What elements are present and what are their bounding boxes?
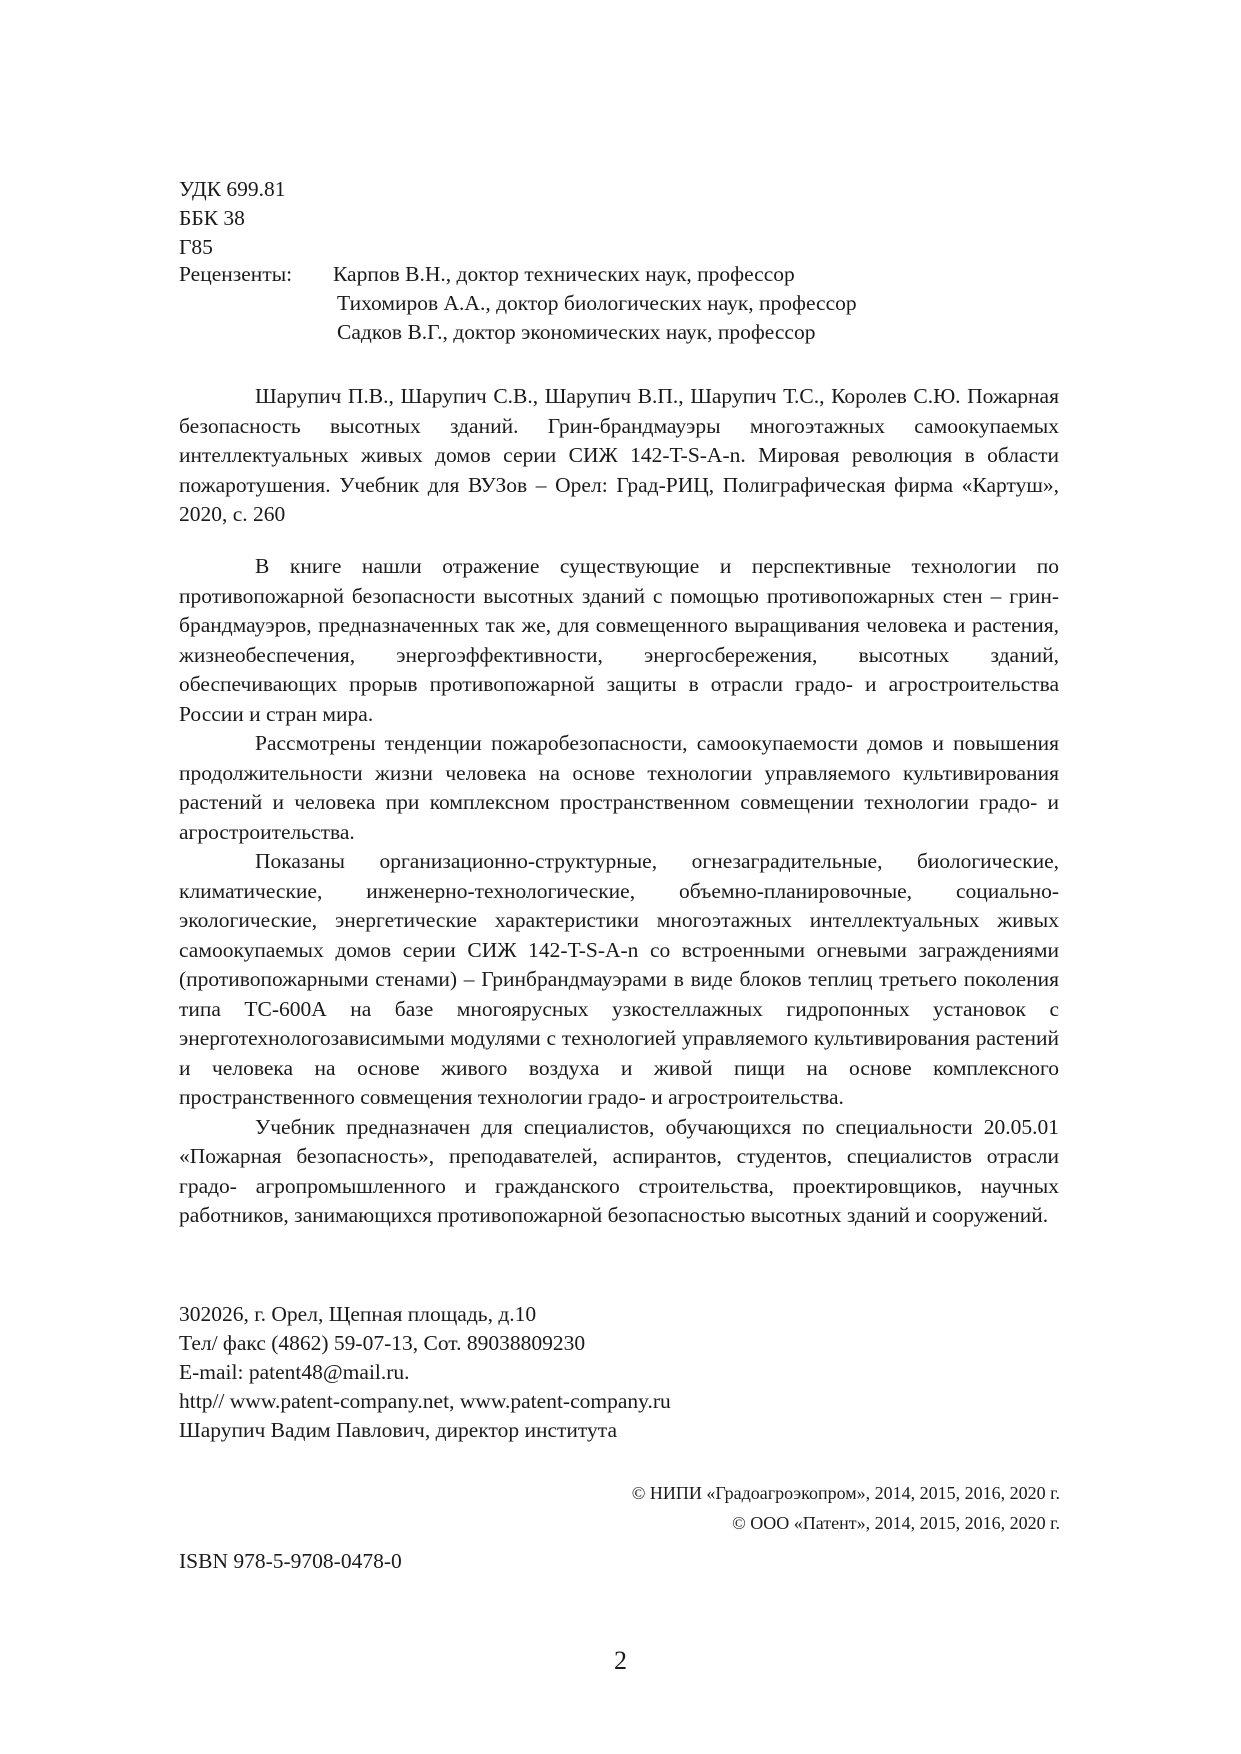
abstract-paragraph: Рассмотрены тенденции пожаробезопасности, самоокупаемости домов и повышения продолжительности жизни человека на основе технологии управляемого культивирования растений и человека при комплексном пространственном совмещении технологии градо- и агростроительства. <box>179 731 1059 844</box>
copyright-line: © ООО «Патент», 2014, 2015, 2016, 2020 г. <box>732 1513 1060 1533</box>
citation-block <box>179 382 1059 530</box>
author-mark: Г85 <box>179 235 213 259</box>
publisher-contacts <box>179 1300 1059 1445</box>
isbn: ISBN 978-5-9708-0478-0 <box>179 1549 402 1573</box>
reviewer-name: Садков В.Г., доктор экономических наук, профессор <box>337 320 816 344</box>
abstract-block <box>179 552 1059 1231</box>
reviewer-name: Карпов В.Н., доктор технических наук, профессор <box>333 262 795 286</box>
copyright-line: © НИПИ «Градоагроэкопром», 2014, 2015, 2016, 2020 г. <box>631 1483 1060 1503</box>
bibliographic-citation: Шарупич П.В., Шарупич С.В., Шарупич В.П., Шарупич Т.С., Королев С.Ю. Пожарная безопасность высотных зданий. Грин-брандмауэры многоэтажных самоокупаемых интеллектуальных живых домов серии СИЖ 142-T-S-A-n. Мировая революция в области пожаротушения. Учебник для ВУЗов – Орел: Град-РИЦ, Полиграфическая фирма «Картуш», 2020, с. 260 <box>179 384 1059 526</box>
isbn-block <box>179 1547 1059 1576</box>
udk-code: УДК 699.81 <box>179 177 286 201</box>
reviewer-row <box>179 291 1059 320</box>
reviewer-row <box>179 262 1059 291</box>
reviewers-label: Рецензенты: <box>179 262 293 286</box>
copyright-block <box>632 1478 1060 1538</box>
publisher-address: 302026, г. Орел, Щепная площадь, д.10 <box>179 1302 537 1326</box>
bbk-code: ББК 38 <box>179 206 245 230</box>
publisher-website: http// www.patent-company.net, www.patent-company.ru <box>179 1389 671 1413</box>
abstract-paragraph: Учебник предназначен для специалистов, обучающихся по специальности 20.05.01 «Пожарная безопасность», преподавателей, аспирантов, студентов, специалистов отрасли градо- агропромышленного и гражданского строительства, проектировщиков, научных работников, занимающихся противопожарной безопасностью высотных зданий и сооружений. <box>179 1114 1059 1227</box>
publisher-phone: Тел/ факс (4862) 59-07-13, Сот. 89038809230 <box>179 1331 586 1355</box>
publisher-director: Шарупич Вадим Павлович, директор института <box>179 1418 617 1442</box>
abstract-paragraph: В книге нашли отражение существующие и перспективные технологии по противопожарной безопасности высотных зданий с помощью противопожарных стен – грин-брандмауэров, предназначенных так же, для совмещенного выращивания человека и растения, жизнеобеспечения, энергоэффективности, энергосбережения, высотных зданий, обеспечивающих прорыв противопожарной защиты в отрасли градо- и агростроительства России и стран мира. <box>179 554 1059 726</box>
page-number: 2 <box>614 1646 627 1675</box>
bibliographic-header <box>179 175 1059 349</box>
reviewer-row <box>179 320 1059 349</box>
abstract-paragraph: Показаны организационно-структурные, огнезаградительные, биологические, климатические, инженерно-технологические, объемно-планировочные, социально-экологические, энергетические характеристики многоэтажных интеллектуальных живых самоокупаемых домов серии СИЖ 142-T-S-A-n со встроенными огневыми заграждениями (противопожарными стенами) – Гринбрандмауэрами в виде блоков теплиц третьего поколения типа ТС-600А на базе многоярусных узкостеллажных гидропонных установок с энерготехнологозависимыми модулями с технологией управляемого культивирования растений и человека на основе живого воздуха и живой пищи на основе комплексного пространственного совмещения технологии градо- и агростроительства. <box>179 849 1059 1109</box>
publisher-email: E-mail: patent48@mail.ru. <box>179 1360 410 1384</box>
reviewer-name: Тихомиров А.А., доктор биологических наук, профессор <box>337 291 857 315</box>
